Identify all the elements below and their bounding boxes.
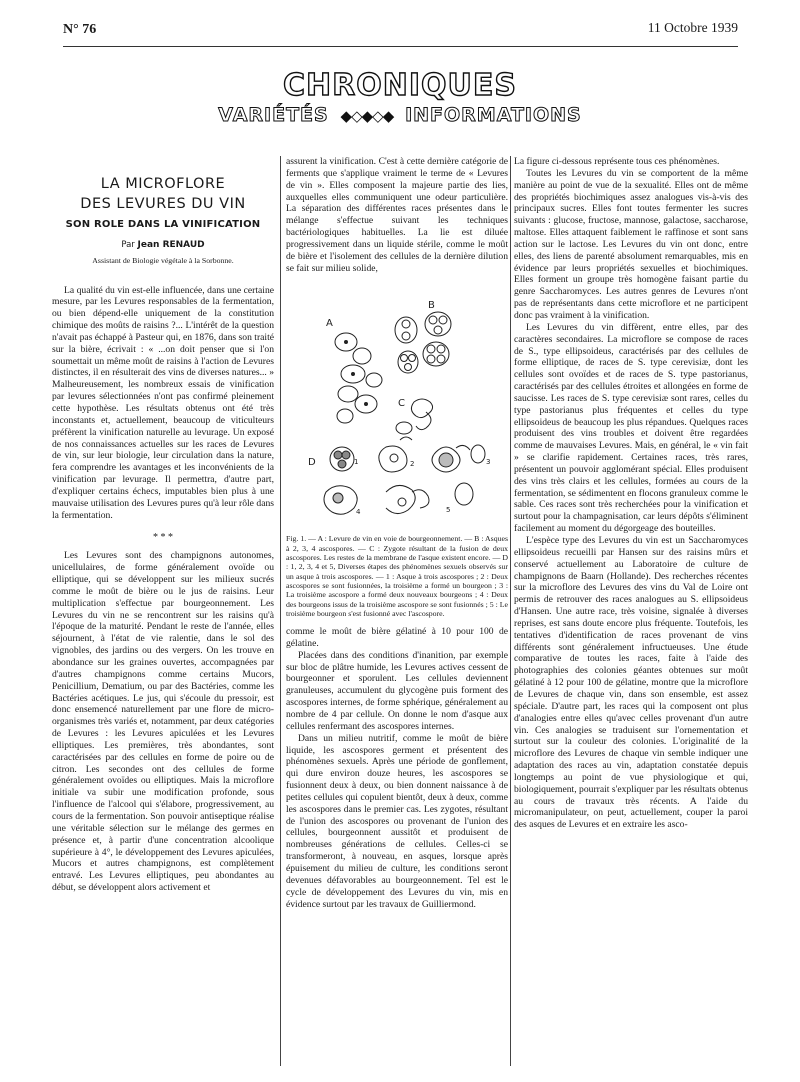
figure-label: D — [308, 457, 316, 469]
paragraph: Toutes les Levures du vin se comportent de la même manière au point de vue de la sexualité. Elles ont de même des propriétés biochimiques assez analogues vis-à-vis des principaux sucres. Elles font toutes fermenter les sucres suivants : glucose, fructose, mannose, galactose, saccharose, maltose. Elles attaquent faiblement le raffinose et sont sans action sur le lactose. Les Levures du vin ont donc, entre elles, des liens de parenté absolument remarquables, mis en évidence par leurs propriétés sexuelles et biochimiques. Elles forment un groupe très homogène faisant partie du genre Saccharomyces. Les autres genres de Levures n'ont pas de représentants dans cette microflore et ne participent donc pas vraiment à la vinification. — [514, 167, 748, 321]
figure-d-sexual-stages — [324, 437, 485, 517]
figure-caption: Fig. 1. — A : Levure de vin en voie de bourgeonnement. — B : Asques à 2, 3, 4 ascospores. — C : Zygote résultant de la fusion de deux ascospores. Les restes de la membrane de l'asque existent encore. — D : 1, 2, 3, 4 et 5, Diverses étapes des phénomènes sexuels observés sur un asque à trois ascospores. — 1 : Asque à trois ascospores ; 2 : Deux ascospores se sont fusionnées, la troisième a formé un bourgeon ; 3 : La troisième ascospore a formé deux nouveaux bourgeons ; 4 : Deux des bourgeons issus de la troisième ascospore se sont fusionnés ; 5 : Le troisième bourgeon s'est fusionné avec l'ascospore. — [286, 534, 508, 618]
column-2 — [286, 156, 508, 910]
issue-date: 11 Octobre 1939 — [647, 20, 738, 35]
column-divider — [510, 156, 511, 1066]
author-name: Jean RENAUD — [137, 239, 205, 250]
paragraph: La figure ci-dessous représente tous ces phénomènes. — [514, 156, 720, 167]
masthead-title: CHRONIQUES — [283, 68, 517, 103]
section-separator: * * * — [153, 532, 173, 544]
figure-a-budding-yeast — [335, 333, 382, 423]
issue-number: N° 76 — [63, 22, 97, 37]
paragraph: Placées dans des conditions d'inanition, par exemple sur bloc de plâtre humide, les Levures actives cessent de bourgeonner et sporulent. Les cellules deviennent granuleuses, accumulent du glycogène puis forment des ascospores internes, de forme sphérique, généralement au nombre de 4 par cellule. On donne le nom d'asque aux cellules renfermant des ascospores internes. — [286, 649, 508, 732]
article-subtitle: SON ROLE DANS LA VINIFICATION — [65, 219, 261, 230]
column-divider — [280, 156, 281, 1066]
figure-label: 1 — [354, 458, 359, 467]
paragraph: L'espèce type des Levures du vin est un Saccharomyces ellipsoideus recueilli par Hansen sur des raisins mûrs et conservé actuellement au Laboratoire de culture de champignons de Baarn (Hollande). Des recherches récentes sur la microflore des Levures des vins du Val de Loire ont permis de retrouver des races analogues au S. ellipsoideus d'Hansen. Une autre race, très voisine, signalée à diverses reprises, est sans doute encore plus fréquente. Toutefois, les tentatives d'identification de races provenant de vins différents sont généralement infructueuses. Une étude comparative de toutes les races, faite à l'aide des photographies des colonies géantes obtenues sur moût gélatiné à 12 pour 100 de gélatine, montre que la microflore de Levures de chaque vin, dans son ensemble, est assez spéciale. D'autre part, les races qui la composent ont plus d'analogies entre elles qu'avec celles provenant d'un autre vin. Ces analogies se traduisent sur l'ornementation et surtout sur la couleur des colonies. L'originalité de la microflore des Levures de chaque vin semble indiquer une adaptation des races au vin, adaptation constatée depuis longtemps au point de vue physiologique et qui, biologiquement, pourrait s'expliquer par les résultats obtenus au cours de travaux très récents. A l'aide du micromanipulateur, on peut, actuellement, couper la paroi des asques de Levures et en extraire les asco- — [514, 535, 748, 831]
article-title-line1: LA MICROFLORE — [100, 176, 226, 192]
page-header — [0, 0, 800, 50]
column-1 — [52, 156, 274, 894]
author-prefix: Par — [121, 239, 135, 250]
ornament-icon: ◆◇◆◇◆ — [336, 107, 398, 125]
masthead-subtitle — [0, 104, 800, 126]
paragraph: Dans un milieu nutritif, comme le moût de bière liquide, les ascospores germent et présentent des phénomènes sexuels. Après une période de gonflement, qui dure environ douze heures, les ascospores se fusionnent deux à deux, ou bien donnent naissance à de petites cellules qui copulent bientôt, deux à deux, comme les ascospores dans le premier cas. Les zygotes, résultant de l'union des ascospores ou provenant de l'union des cellules, bourgeonnent aussitôt et produisent de nombreuses générations de cellules. Celles-ci se transformeront, à nouveau, en asques, lorsque après épuisement du milieu de culture, les conditions seront devenues défavorables au bourgeonnement. Tel est le cycle de développement des Levures du vin, mis en évidence surtout par les travaux de Guilliermond. — [286, 732, 508, 910]
figure-label: 4 — [356, 508, 361, 517]
paragraph: Les Levures sont des champignons autonomes, unicellulaires, de forme généralement ovoïde ou elliptique, qui se développent sur les milieux sucrés comme le moût de bière ou le jus de raisins. Leur multiplication s'effectue par bourgeonnement. Les Levures du vin ne se rencontrent sur les raisins qu'à l'époque de la maturité. Pendant le reste de l'année, elles séjournent, à l'état de vie ralentie, dans le sol des vignobles, des jardins ou des vergers. On les trouve en abondance sur les graines ouvertes, accompagnées par d'autres champignons comme certains Mucors, Penicillium, Dematium, ou par des Bactéries, comme les Bactéries acétiques. Le jus, qui s'écoule du pressoir, est donc ensemencé naturellement par une flore de micro-organismes très variés et, notamment, par deux catégories de Levures : les Levures apiculées et les Levures elliptiques. Les premières, très abondantes, sont caractérisées par des cellules en forme de poire ou de citron. Les secondes ont des cellules de forme généralement ovoïdes ou elliptiques. Mais la microflore initiale va subir une modification profonde, sous l'influence de l'alcool qui s'élabore, progressivement, au cours de la fermentation. Son pouvoir antiseptique réalise une véritable sélection sur le mélange des germes en présence et, à partir d'une concentration alcoolique supérieure à 4°, le développement des Levures apiculées, Mucors et autres champignons, est complètement entravé. Les Levures elliptiques, peu abondantes au début, se développent alors activement et — [52, 550, 274, 894]
paragraph: comme le moût de bière gélatiné à 10 pour 100 de gélatine. — [286, 626, 508, 649]
author-affiliation: Assistant de Biologie végétale à la Sorbonne. — [92, 255, 234, 265]
column-3 — [514, 156, 748, 831]
author-line — [52, 240, 274, 252]
masthead-right: INFORMATIONS — [405, 104, 582, 126]
figure-label: 3 — [486, 458, 491, 467]
masthead-left: VARIÉTÉS — [218, 104, 329, 126]
figure-label: 5 — [446, 506, 451, 515]
figure-label: A — [326, 318, 333, 330]
header-rule — [63, 46, 738, 47]
figure-label: B — [428, 300, 435, 312]
figure-b-asci — [395, 312, 451, 373]
figure-label: 2 — [410, 460, 415, 469]
paragraph: Les Levures du vin diffèrent, entre elles, par des caractères secondaires. La microflore se compose de races de S., type ellipsoideus, caractérisés par des cellules de forme elliptique, de races de S. type cerevisiæ, dont les cellules sont ovoïdes et de races de S. type pastorianus, caractérisés par des cellules étroites et allongées en forme de saucisse. Les races de S. type cerevisiæ sont rares, celles du type pastorianus plus fréquentes et celles du type ellipsoideus de beaucoup les plus répandues. Quelques races produisent des vins troubles et doivent être regardées comme de mauvaises Levures. Mais, en général, le « vin fait » se clarifie rapidement. Certaines races, très rares, présentent un pouvoir agglomérant spécial. Elles produisent des vins très clairs et les cellules, formées au cours de la fermentation, se sédimentent en flocons granuleux comme le sable. Ces races sont très recherchées pour la vinification et surtout pour la champagnisation, car leurs dépôts s'éliminent facilement au moment du dégorgeage des bouteilles. — [514, 321, 748, 535]
figure-label: C — [398, 398, 405, 410]
paragraph: La qualité du vin est-elle influencée, dans une certaine mesure, par les Levures responsables de la fermentation, ou bien dépend-elle uniquement de la constitution chimique des moûts de raisins ?... L'intérêt de la question n'avait pas échappé à Pasteur qui, en 1876, dans son traité sur la bière, écrivait : « ...on doit penser que si l'on soumettait un même moût de raisins à l'action de Levures distinctes, il en résulterait des vins de diverses natures... » Malheureusement, les nombreux essais de vinification par levures sélectionnées n'ont pas confirmé pleinement cette hypothèse. Les résultats obtenus ont été très inconstants et, actuellement, beaucoup de viticulteurs préfèrent la vinification naturelle au levurage. Un exposé de nos connaissances actuelles sur les races de Levures de vin, sur leur biologie, leur circulation dans la nature, fera comprendre les avantages et les inconvénients de la vinification par levurage. Il permettra, d'autre part, d'expliquer certains échecs, imputables bien plus à une mauvaise utilisation des Levures pures qu'à leur rôle dans la fermentation. — [52, 284, 274, 521]
article-title-line2: DES LEVURES DU VIN — [80, 196, 246, 212]
paragraph: assurent la vinification. C'est à cette dernière catégorie de ferments que s'applique vraiment le terme de « Levures de vin ». Elles composent la majeure partie des lies, auxquelles elles communiquent une odeur particulière. La séparation des différentes races présentes dans le mélange s'effectue suivant les techniques bactériologiques habituelles. La lie est diluée progressivement dans un liquide stérile, comme le moût de bière et l'isolement des cellules de la dernière dilution se fait sur milieu solide, — [286, 156, 508, 274]
yeast-figure — [286, 282, 508, 532]
